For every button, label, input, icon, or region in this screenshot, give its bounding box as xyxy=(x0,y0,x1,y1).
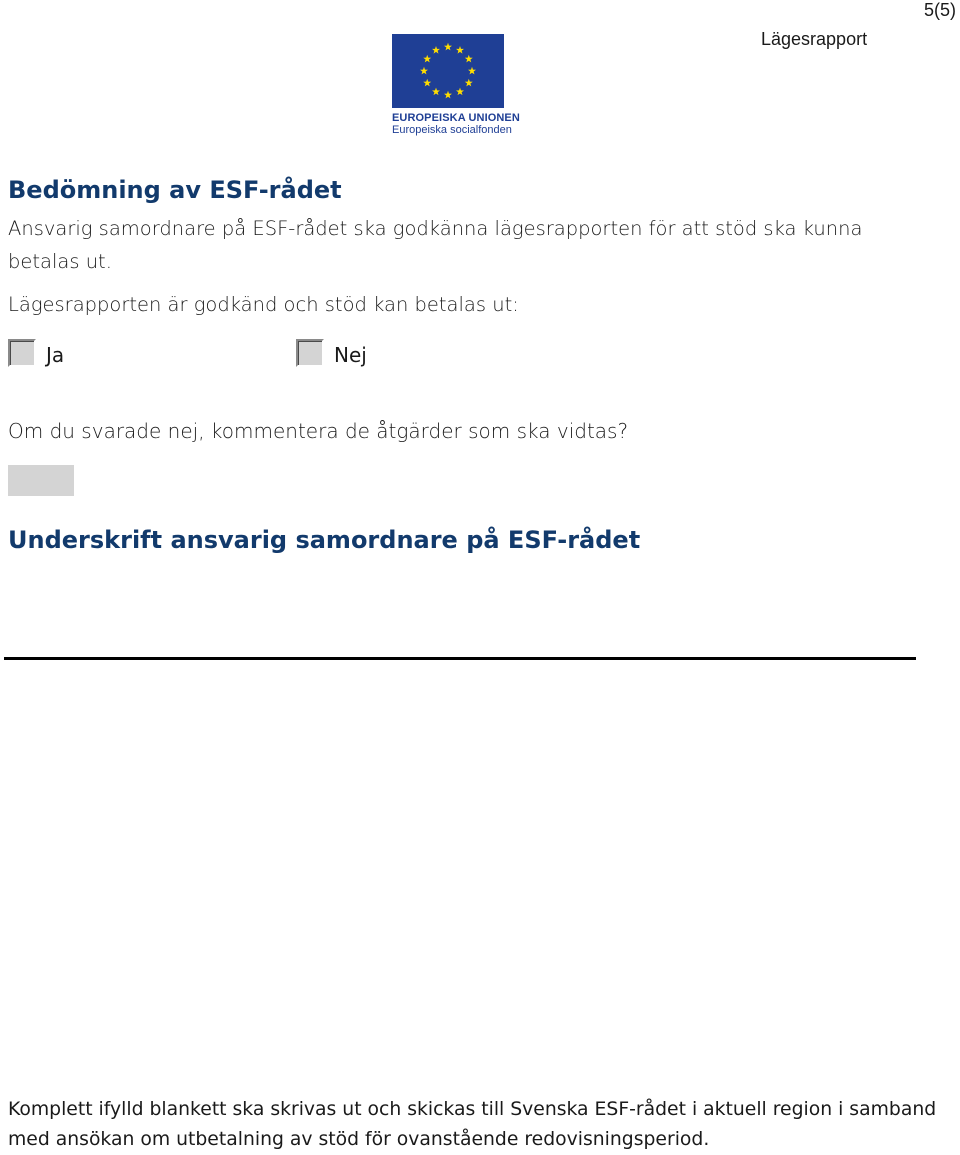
document-type: Lägesrapport xyxy=(761,29,868,49)
signature-line[interactable] xyxy=(4,657,916,660)
eu-logo-line2: Europeiska socialfonden xyxy=(392,124,512,136)
approval-question: Lägesrapporten är godkänd och stöd kan betalas ut: xyxy=(8,293,519,316)
ja-label: Ja xyxy=(46,343,65,367)
nej-label: Nej xyxy=(334,343,367,367)
eu-flag-icon xyxy=(392,34,504,108)
page-number: 5(5) xyxy=(923,0,956,20)
comment-input[interactable] xyxy=(8,465,74,496)
assessment-title: Bedömning av ESF-rådet xyxy=(8,176,342,204)
eu-logo-line1: EUROPEISKA UNIONEN xyxy=(392,112,520,124)
footer-instructions: Komplett ifylld blankett ska skrivas ut och skickas till Svenska ESF-rådet i aktuell region i samband med ansökan om utbetalning av stöd för ovanstående redovisningsperiod. xyxy=(8,1099,937,1150)
signature-title: Underskrift ansvarig samordnare på ESF-rådet xyxy=(8,526,641,554)
ja-checkbox[interactable] xyxy=(8,339,36,367)
eu-logo xyxy=(392,34,520,136)
comment-prompt: Om du svarade nej, kommentera de åtgärder som ska vidtas? xyxy=(8,419,629,443)
assessment-intro: Ansvarig samordnare på ESF-rådet ska godkänna lägesrapporten för att stöd ska kunna betalas ut. xyxy=(8,217,863,273)
nej-checkbox[interactable] xyxy=(296,339,324,367)
